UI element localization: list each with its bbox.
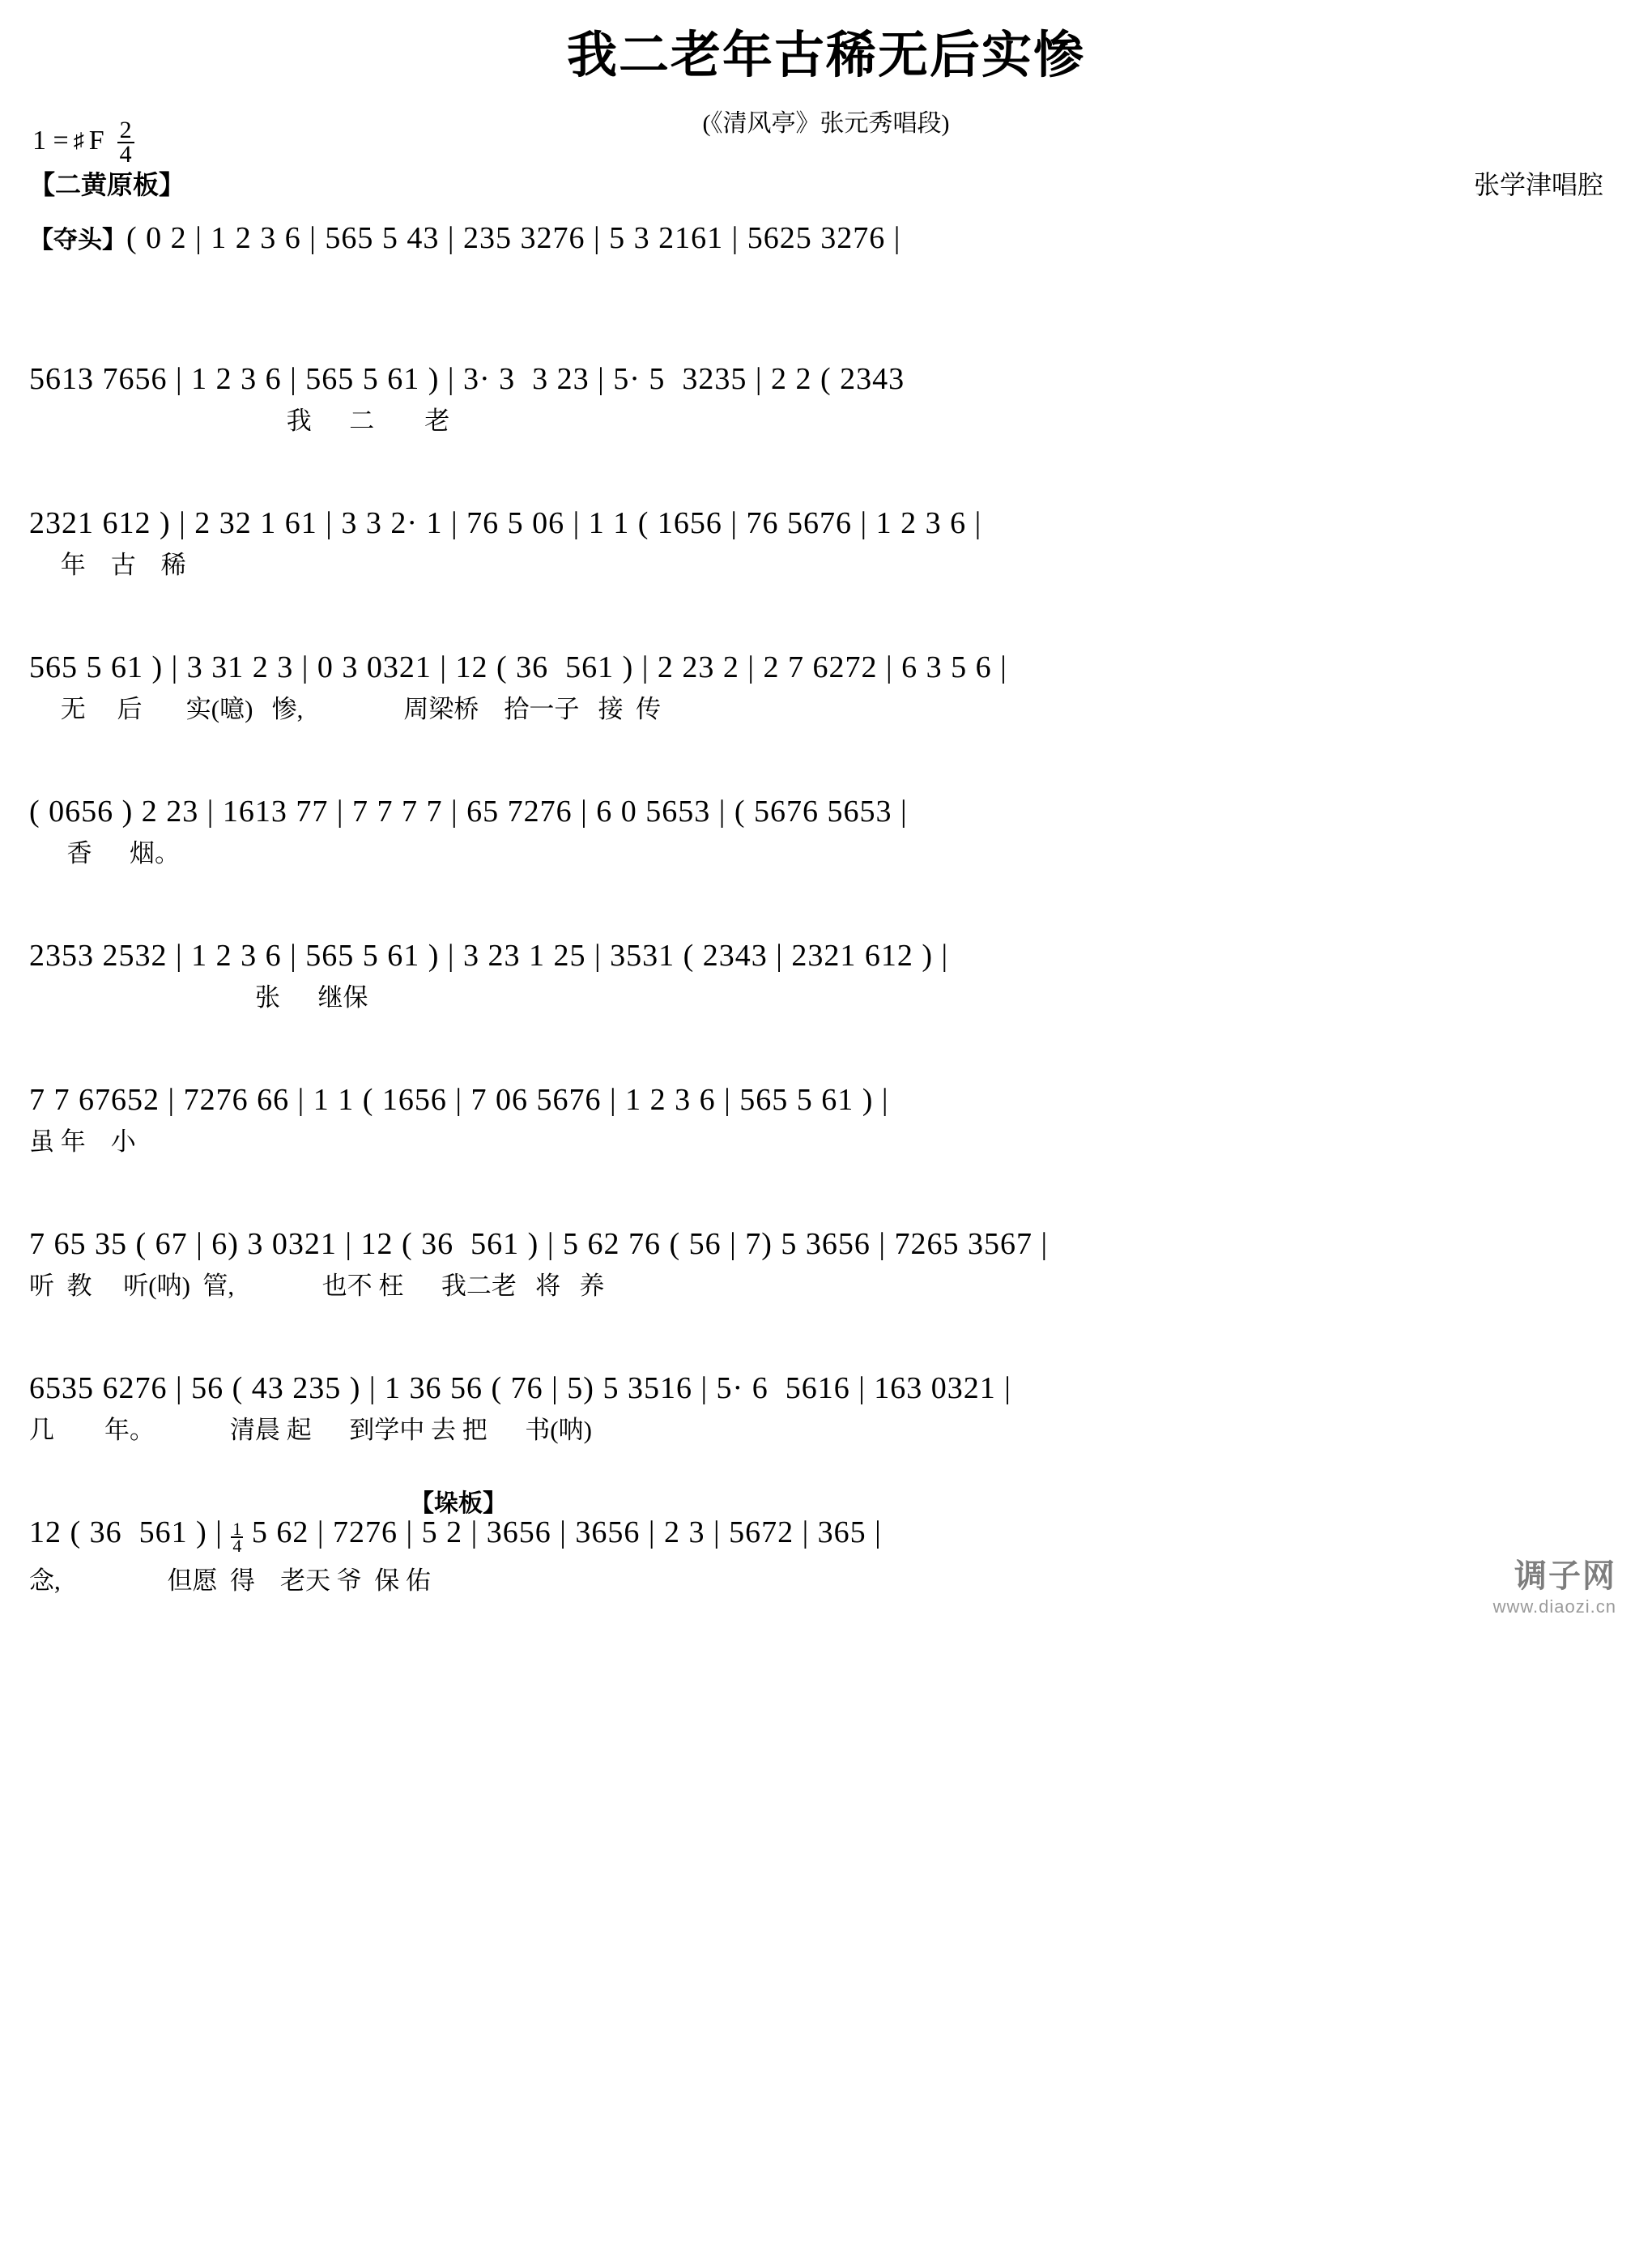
notation-line: 2321 612 ) | 2 32 1 61 | 3 3 2· 1 | 76 5 06 | 1 1 ( 1656 | 76 5676 | 1 2 3 6 | <box>29 506 982 540</box>
music-system <box>29 335 1623 479</box>
music-system <box>29 623 1623 767</box>
meter-change-numerator: 1 <box>232 1518 242 1539</box>
page-title: 我二老年古稀无后实惨 <box>566 28 1085 83</box>
notation-line: 7 7 67652 | 7276 66 | 1 1 ( 1656 | 7 06 5676 | 1 2 3 6 | 565 5 61 ) | <box>29 1083 889 1117</box>
meter-change-denominator: 4 <box>232 1536 242 1557</box>
lyrics-line: 我 二 老 <box>29 406 450 435</box>
lyrics-line: 虽 年 小 <box>29 1127 136 1156</box>
meter-change <box>231 1518 243 1557</box>
music-system <box>29 1055 1623 1200</box>
music-system <box>29 767 1623 911</box>
music-system <box>29 1200 1623 1344</box>
key-accidental-icon: ♯ <box>73 128 84 152</box>
notation-line: 565 5 61 ) | 3 31 2 3 | 0 3 0321 | 12 ( 36 561 ) | 2 23 2 | 2 7 6272 | 6 3 5 6 | <box>29 650 1007 684</box>
notation-line: 6535 6276 | 56 ( 43 235 ) | 1 36 56 ( 76 | 5) 5 3516 | 5· 6 5616 | 163 0321 | <box>29 1371 1011 1405</box>
key-value: F <box>88 125 104 156</box>
section-tag: 【夺头】 <box>29 227 126 254</box>
watermark-url: www.diaozi.cn <box>1492 1596 1616 1617</box>
lyrics-line: 听 教 听(呐) 管, 也不 枉 我二老 将 养 <box>29 1271 605 1300</box>
notation-line: ( 0656 ) 2 23 | 1613 77 | 7 7 7 7 | 65 7276 | 6 0 5653 | ( 5676 5653 | <box>29 795 908 829</box>
lyrics-line: 香 烟。 <box>29 838 180 867</box>
page-subtitle: (《清风亭》张元秀唱段) <box>702 110 950 137</box>
music-system <box>29 911 1623 1055</box>
lyrics-line: 张 继保 <box>29 982 368 1012</box>
music-system <box>29 479 1623 623</box>
notation-line: 5613 7656 | 1 2 3 6 | 565 5 61 ) | 3· 3 3 23 | 5· 5 3235 | 2 2 ( 2343 <box>29 362 905 396</box>
headline-row <box>0 85 1652 199</box>
watermark-site-name: 调子网 <box>1514 1558 1616 1594</box>
lyrics-line: 年 古 稀 <box>29 550 186 579</box>
lyrics-line: 念, 但愿 得 老天 爷 保 佑 <box>29 1566 431 1596</box>
watermark <box>1493 1550 1616 1617</box>
time-signature <box>117 117 134 168</box>
lyrics-line: 几 年。 清晨 起 到学中 去 把 书(呐) <box>29 1415 592 1444</box>
music-system <box>29 1344 1623 1488</box>
music-system <box>29 190 1623 335</box>
sheet-music-page <box>0 15 1652 1632</box>
key-signature <box>32 117 134 168</box>
notation-line: 2353 2532 | 1 2 3 6 | 565 5 61 ) | 3 23 1 25 | 3531 ( 2343 | 2321 612 ) | <box>29 939 949 973</box>
duoban-section-tag: 【垛板】 <box>410 1490 507 1517</box>
notation-line: 5 62 | 7276 | 5 2 | 3656 | 3656 | 2 3 | 5672 | 365 | <box>243 1515 882 1549</box>
notation-line: 7 65 35 ( 67 | 6) 3 0321 | 12 ( 36 561 ) | 5 62 76 ( 56 | 7) 5 3656 | 7265 3567 | <box>29 1227 1049 1261</box>
composer-credit: 张学津唱腔 <box>1473 170 1603 199</box>
notation-line: ( 0 2 | 1 2 3 6 | 565 5 43 | 235 3276 | 5 3 2161 | 5625 3276 | <box>126 221 901 255</box>
meter-denominator: 4 <box>119 140 132 168</box>
meter-numerator: 2 <box>117 119 134 143</box>
key-label: 1 = <box>32 125 69 156</box>
banshi-label: 【二黄原板】 <box>29 170 185 199</box>
music-system-duoban <box>29 1488 1623 1632</box>
lyrics-line: 无 后 实(噫) 惨, 周梁桥 拾一子 接 传 <box>29 694 662 723</box>
notation-line-prefix: 12 ( 36 561 ) | <box>29 1515 232 1549</box>
